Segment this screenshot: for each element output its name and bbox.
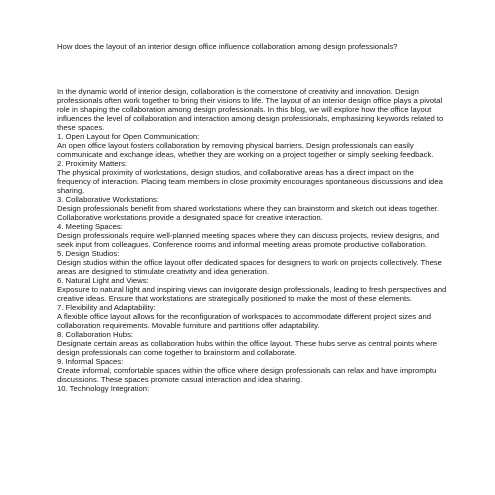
section-7 <box>57 303 449 330</box>
section-body: Designate certain areas as collaboration hubs within the office layout. These hubs serve as central points where design professionals can come together to brainstorm and collaborate. <box>57 339 438 357</box>
section-heading: 3. Collaborative Workstations: <box>57 195 159 204</box>
section-8 <box>57 330 449 357</box>
document-page <box>57 42 449 393</box>
section-body: The physical proximity of workstations, design studios, and collaborative areas has a direct impact on the frequency of interaction. Placing team members in close proximity encourages spontaneous discussions and idea sharing. <box>57 168 443 195</box>
section-5 <box>57 249 449 276</box>
section-4 <box>57 222 449 249</box>
section-3 <box>57 195 449 222</box>
spacer <box>57 51 449 87</box>
section-heading: 6. Natural Light and Views: <box>57 276 149 285</box>
section-6 <box>57 276 449 303</box>
section-heading: 9. Informal Spaces: <box>57 357 124 366</box>
section-body: A flexible office layout allows for the reconfiguration of workspaces to accommodate different project sizes and collaboration requirements. Movable furniture and partitions offer adaptability. <box>57 312 432 330</box>
section-heading: 8. Collaboration Hubs: <box>57 330 134 339</box>
intro-paragraph: In the dynamic world of interior design, collaboration is the cornerstone of creativity and innovation. Design professionals often work together to bring their visions to life. The layout of an interior design office plays a pivotal role in shaping the collaboration among design professionals. In this blog, we will explore how the office layout influences the level of collaboration and interaction among design professionals, emphasizing keywords related to these spaces. <box>57 87 444 132</box>
section-body: Design professionals require well-planned meeting spaces where they can discuss projects, review designs, and seek input from colleagues. Conference rooms and informal meeting areas promote productive collaboration. <box>57 231 440 249</box>
section-heading: 5. Design Studios: <box>57 249 120 258</box>
section-body: Exposure to natural light and inspiring views can invigorate design professionals, leading to fresh perspectives and creative ideas. Ensure that workstations are strategically positioned to make the most of these elements. <box>57 285 447 303</box>
section-body: Design professionals benefit from shared workstations where they can brainstorm and sketch out ideas together. Collaborative workstations provide a designated space for creative interaction. <box>57 204 440 222</box>
section-heading: 10. Technology Integration: <box>57 384 150 393</box>
question-title: How does the layout of an interior design office influence collaboration among design professionals? <box>57 42 398 51</box>
section-9 <box>57 357 449 384</box>
section-1 <box>57 132 449 159</box>
section-10 <box>57 384 449 393</box>
section-heading: 2. Proximity Matters: <box>57 159 128 168</box>
section-body: Design studios within the office layout offer dedicated spaces for designers to work on projects collectively. These areas are designed to stimulate creativity and idea generation. <box>57 258 442 276</box>
section-body: Create informal, comfortable spaces within the office where design professionals can relax and have impromptu discussions. These spaces promote casual interaction and idea sharing. <box>57 366 437 384</box>
section-body: An open office layout fosters collaboration by removing physical barriers. Design professionals can easily communicate and exchange ideas, whether they are working on a project together or simply seeking feedback. <box>57 141 434 159</box>
section-2 <box>57 159 449 195</box>
section-heading: 7. Flexibility and Adaptability: <box>57 303 156 312</box>
section-heading: 4. Meeting Spaces: <box>57 222 123 231</box>
section-heading: 1. Open Layout for Open Communication: <box>57 132 200 141</box>
